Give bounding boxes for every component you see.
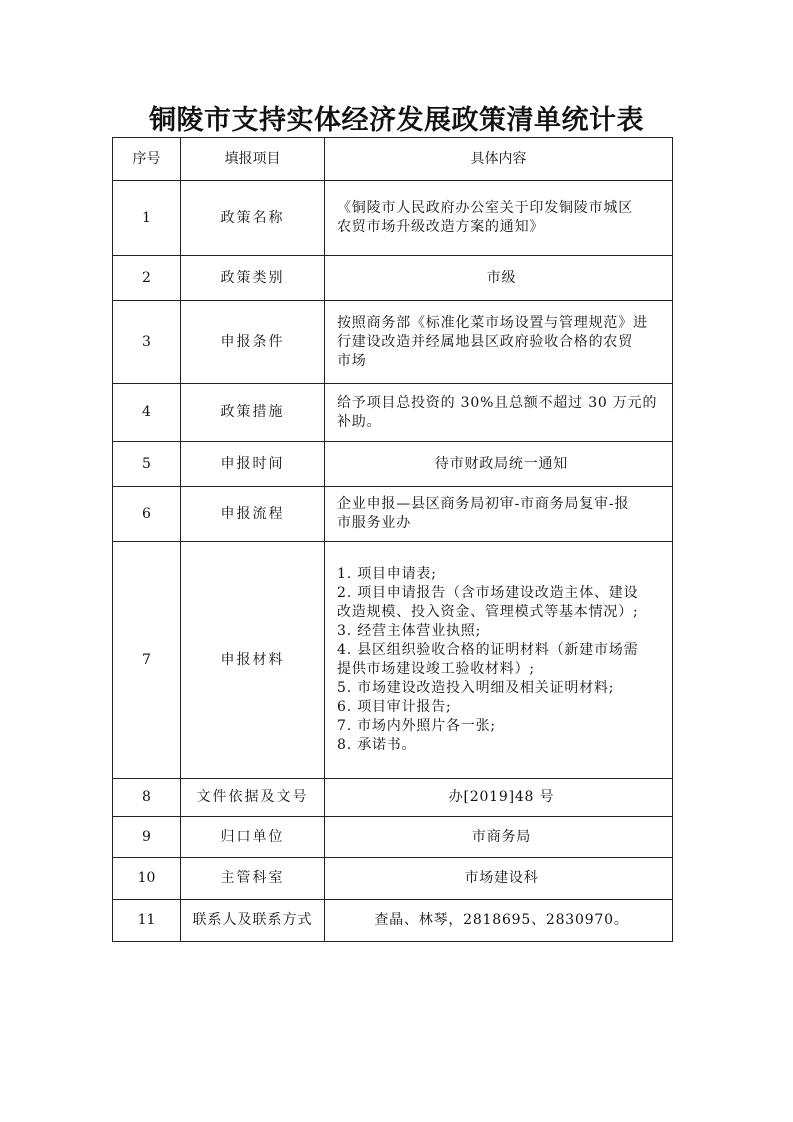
row-number: 9 xyxy=(113,817,181,858)
table-row xyxy=(113,817,673,858)
row-field: 政策名称 xyxy=(181,181,325,256)
row-content: 市级 xyxy=(325,256,673,301)
content-line: 市场 xyxy=(337,352,367,369)
row-content xyxy=(325,487,673,542)
row-content: 办[2019]48 号 xyxy=(325,779,673,817)
row-content: 市场建设科 xyxy=(325,858,673,900)
table-row xyxy=(113,181,673,256)
row-field: 联系人及联系方式 xyxy=(181,900,325,942)
table-row xyxy=(113,256,673,301)
row-field: 文件依据及文号 xyxy=(181,779,325,817)
row-number: 2 xyxy=(113,256,181,301)
row-number: 8 xyxy=(113,779,181,817)
list-item: 改造规模、投入资金、管理模式等基本情况）; xyxy=(337,604,639,620)
table-header-row xyxy=(113,138,673,181)
row-content xyxy=(325,384,673,442)
row-number: 6 xyxy=(113,487,181,542)
row-number: 3 xyxy=(113,301,181,384)
content-line: 农贸市场升级改造方案的通知》 xyxy=(337,219,545,235)
list-item: 7. 市场内外照片各一张; xyxy=(337,718,496,734)
table-row xyxy=(113,442,673,487)
header-content: 具体内容 xyxy=(325,138,673,181)
header-num: 序号 xyxy=(113,138,181,181)
row-number: 1 xyxy=(113,181,181,256)
row-field: 主管科室 xyxy=(181,858,325,900)
table-row xyxy=(113,779,673,817)
table-row xyxy=(113,301,673,384)
table-row xyxy=(113,384,673,442)
table-row xyxy=(113,487,673,542)
row-field: 申报时间 xyxy=(181,442,325,487)
row-content: 待市财政局统一通知 xyxy=(325,442,673,487)
row-field: 政策措施 xyxy=(181,384,325,442)
row-number: 10 xyxy=(113,858,181,900)
list-item: 提供市场建设竣工验收材料）; xyxy=(337,661,535,677)
content-line: 《铜陵市人民政府办公室关于印发铜陵市城区 xyxy=(337,200,633,216)
content-line: 补助。 xyxy=(337,413,382,430)
row-content: 查晶、林琴，2818695、2830970。 xyxy=(325,900,673,942)
content-line: 市服务业办 xyxy=(337,515,411,531)
content-line: 给予项目总投资的 30%且总额不超过 30 万元的 xyxy=(337,394,658,411)
row-field: 申报条件 xyxy=(181,301,325,384)
table-row xyxy=(113,900,673,942)
content-line: 按照商务部《标准化菜市场设置与管理规范》进 xyxy=(337,314,648,331)
list-item: 5. 市场建设改造投入明细及相关证明材料; xyxy=(337,680,615,696)
content-line: 企业申报—县区商务局初审-市商务局复审-报 xyxy=(337,496,630,512)
row-field: 申报流程 xyxy=(181,487,325,542)
list-item: 6. 项目审计报告; xyxy=(337,699,452,715)
list-item: 1. 项目申请表; xyxy=(337,566,437,582)
content-line: 行建设改造并经属地县区政府验收合格的农贸 xyxy=(337,333,633,350)
row-field: 归口单位 xyxy=(181,817,325,858)
row-content xyxy=(325,542,673,779)
row-content: 市商务局 xyxy=(325,817,673,858)
row-number: 11 xyxy=(113,900,181,942)
row-field: 申报材料 xyxy=(181,542,325,779)
row-number: 7 xyxy=(113,542,181,779)
row-content xyxy=(325,301,673,384)
row-field: 政策类别 xyxy=(181,256,325,301)
page-title: 铜陵市支持实体经济发展政策清单统计表 xyxy=(149,105,644,136)
policy-list-table xyxy=(112,137,673,942)
list-item: 4. 县区组织验收合格的证明材料（新建市场需 xyxy=(337,642,639,658)
list-item: 2. 项目申请报告（含市场建设改造主体、建设 xyxy=(337,585,639,601)
row-number: 5 xyxy=(113,442,181,487)
list-item: 8. 承诺书。 xyxy=(337,737,417,753)
header-field: 填报项目 xyxy=(181,138,325,181)
row-number: 4 xyxy=(113,384,181,442)
row-content xyxy=(325,181,673,256)
table-row xyxy=(113,542,673,779)
table-row xyxy=(113,858,673,900)
list-item: 3. 经营主体营业执照; xyxy=(337,623,482,639)
